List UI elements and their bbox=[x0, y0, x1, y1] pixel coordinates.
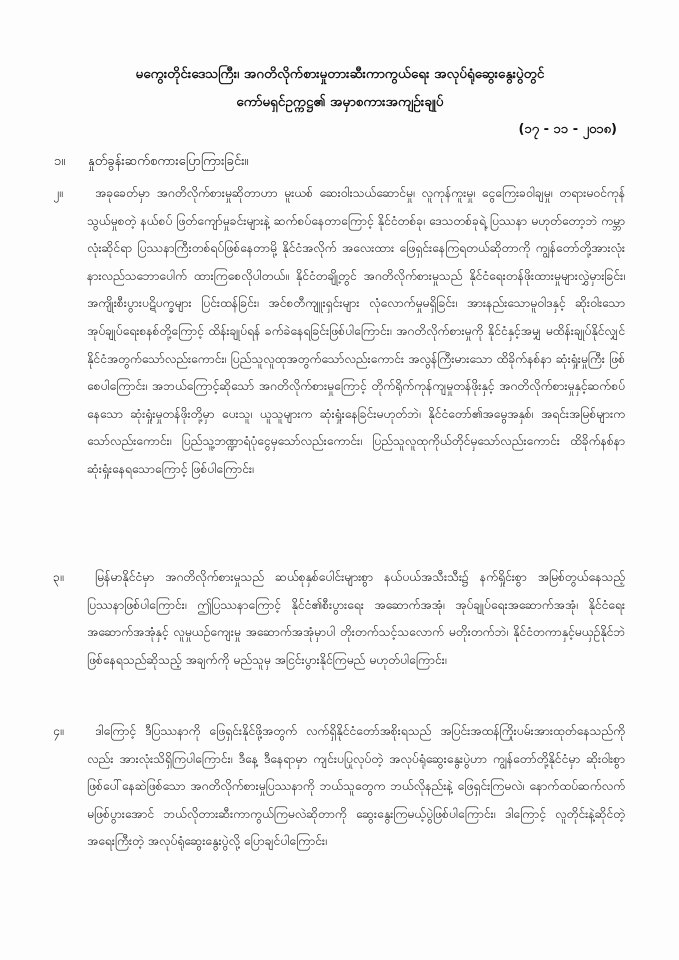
section-heading-text: နှုတ်ခွန်းဆက်စကားပြောကြားခြင်း။ bbox=[88, 154, 249, 169]
paragraph-2 bbox=[53, 180, 625, 484]
paragraph-4 bbox=[53, 718, 625, 856]
document-title-line2: ကော်မရှင်ဥက္ကဋ္ဌ၏ အမှာစကားအကျဉ်းချုပ် bbox=[236, 94, 444, 110]
paragraph-text: ဒါကြောင့် ဒီပြဿနာကို ဖြေရှင်းနိုင်ဖို့အတွက် လက်ရှိနိုင်ငံတော်အစိုးရသည် အပြင်းအထန်ကြိုးပမ်းအားထုတ်နေသည်ကိုလည်း အားလုံးသိရှိကြပါကြောင်း၊ ဒီနေ့ ဒီနေရာမှာ ကျင်းပပြုလုပ်တဲ့ အလုပ်ရုံဆွေးနွေးပွဲဟာ ကျွန်တော်တို့နိုင်ငံမှာ ဆိုးဝါးစွာ ဖြစ်ပေါ်နေဆဲဖြစ်သော အဂတိလိုက်စားမှုပြဿနာကို ဘယ်သူတွေက ဘယ်လိုနည်းနဲ့ ဖြေရှင်းကြမလဲ၊ နောက်ထပ်ဆက်လက်မဖြစ်ပွားအောင် ဘယ်လိုတားဆီးကာကွယ်ကြမလဲဆိုတာကို ဆွေးနွေးကြမယ့်ပွဲဖြစ်ပါကြောင်း၊ ဒါကြောင့် လူတိုင်းနဲ့ဆိုင်တဲ့ အရေးကြီးတဲ့ အလုပ်ရုံဆွေးနွေးပွဲလို့ ပြောချင်ပါကြောင်း၊ bbox=[87, 724, 625, 849]
paragraph-text: မြန်မာနိုင်ငံမှာ အဂတိလိုက်စားမှုသည် ဆယ်စုနှစ်ပေါင်းများစွာ နယ်ပယ်အသီးသီး၌ နက်ရှိုင်းစွာ အမြစ်တွယ်နေသည့် ပြဿနာဖြစ်ပါကြောင်း၊ ဤပြဿနာကြောင့် နိုင်ငံ၏စီးပွားရေး အဆောက်အအုံ၊ အုပ်ချုပ်ရေးအဆောက်အအုံ၊ နိုင်ငံရေးအဆောက်အအုံနှင့် လူမှုယဉ်ကျေးမှု အဆောက်အအုံမှာပါ တိုးတက်သင့်သလောက် မတိုးတက်ဘဲ၊ နိုင်ငံတကာနှင့်မယှဉ်နိုင်ဘဲ ဖြစ်နေရသည်ဆိုသည့် အချက်ကို မည်သူမှ အငြင်းပွားနိုင်ကြမည် မဟုတ်ပါကြောင်း၊ bbox=[87, 570, 625, 667]
paragraph-number: ၂။ bbox=[53, 186, 63, 200]
paragraph-number: ၄။ bbox=[53, 724, 64, 738]
paragraph-number: ၃။ bbox=[53, 570, 64, 584]
document-date: (၁၇ - ၁၁ - ၂၀၁၈) bbox=[518, 122, 617, 137]
paragraph-3 bbox=[53, 564, 625, 674]
section-heading-number: ၁။ bbox=[54, 154, 66, 169]
paragraph-text: အခုခေတ်မှာ အဂတိလိုက်စားမှုဆိုတာဟာ မူးယစ် ဆေးဝါးသယ်ဆောင်မှု၊ လူကုန်ကူးမှု၊ ငွေကြေးခဝါချမှု၊ တရားမဝင်ကုန်သွယ်မှုစတဲ့ နယ်စပ် ဖြတ်ကျော်မှုခင်းများနဲ့ ဆက်စပ်နေတာကြောင့် နိုင်ငံတစ်ခု၊ ဒေသတစ်ခုရဲ့ ပြဿနာ မဟုတ်တော့ဘဲ ကမ္ဘာလုံးဆိုင်ရာ ပြဿနာကြီးတစ်ရပ်ဖြစ်နေတာမို့ နိုင်ငံအလိုက် အလေးထား ဖြေရှင်းနေကြရတယ်ဆိုတာကို ကျွန်တော်တို့အားလုံး နားလည်သဘောပေါက် ထားကြစေလိုပါတယ်။ နိုင်ငံတချို့တွင် အဂတိလိုက်စားမှုသည် နိုင်ငံရေးတန်ဖိုးထားမှုများလွှဲမှားခြင်း၊ အကျိုးစီးပွားပဋိပက္ခများ ပြင်းထန်ခြင်း၊ အင်စတီကျူးရှင်းများ လုံလောက်မှုမရှိခြင်း၊ အားနည်းသောမူဝါဒနှင့် ဆိုးဝါးသော အုပ်ချုပ်ရေးစနစ်တို့ကြောင့် ထိန်းချုပ်ရန် ခက်ခဲနေရခြင်းဖြစ်ပါကြောင်း၊ အဂတိလိုက်စားမှုကို နိုင်ငံနှင့်အမျှ မထိန်းချုပ်နိုင်လျှင် နိုင်ငံအတွက်သော်လည်းကောင်း၊ ပြည်သူလူထုအတွက်သော်လည်းကောင်း အလွန်ကြီးမားသော ထိခိုက်နစ်နာ ဆုံးရှုံးမှုကြီး ဖြစ်စေပါကြောင်း၊ အဘယ်ကြောင့်ဆိုသော် အဂတိလိုက်စားမှုကြောင့် တိုက်ရိုက်ကုန်ကျမှုတန်ဖိုးနှင့် အဂတိလိုက်စားမှုနှင့်ဆက်စပ်နေသော ဆုံးရှုံးမှုတန်ဖိုးတို့မှာ ပေးသူ၊ ယူသူများက ဆုံးရှုံးနေခြင်းမဟုတ်ဘဲ၊ နိုင်ငံတော်၏အမွေအနှစ်၊ အရင်းအမြစ်များကသော်လည်းကောင်း၊ ပြည်သူ့ဘဏ္ဍာရံပုံငွေမှသော်လည်းကောင်း၊ ပြည်သူလူထုကိုယ်တိုင်မှသော်လည်းကောင်း ထိခိုက်နစ်နာ ဆုံးရှုံးနေရသောကြောင့် ဖြစ်ပါကြောင်း၊ bbox=[87, 186, 625, 476]
document-title-line1: မကွေးတိုင်းဒေသကြီး၊ အဂတိလိုက်စားမှုတားဆီးကာကွယ်ရေး အလုပ်ရုံဆွေးနွေးပွဲတွင် bbox=[135, 66, 545, 82]
section-heading bbox=[54, 152, 249, 172]
